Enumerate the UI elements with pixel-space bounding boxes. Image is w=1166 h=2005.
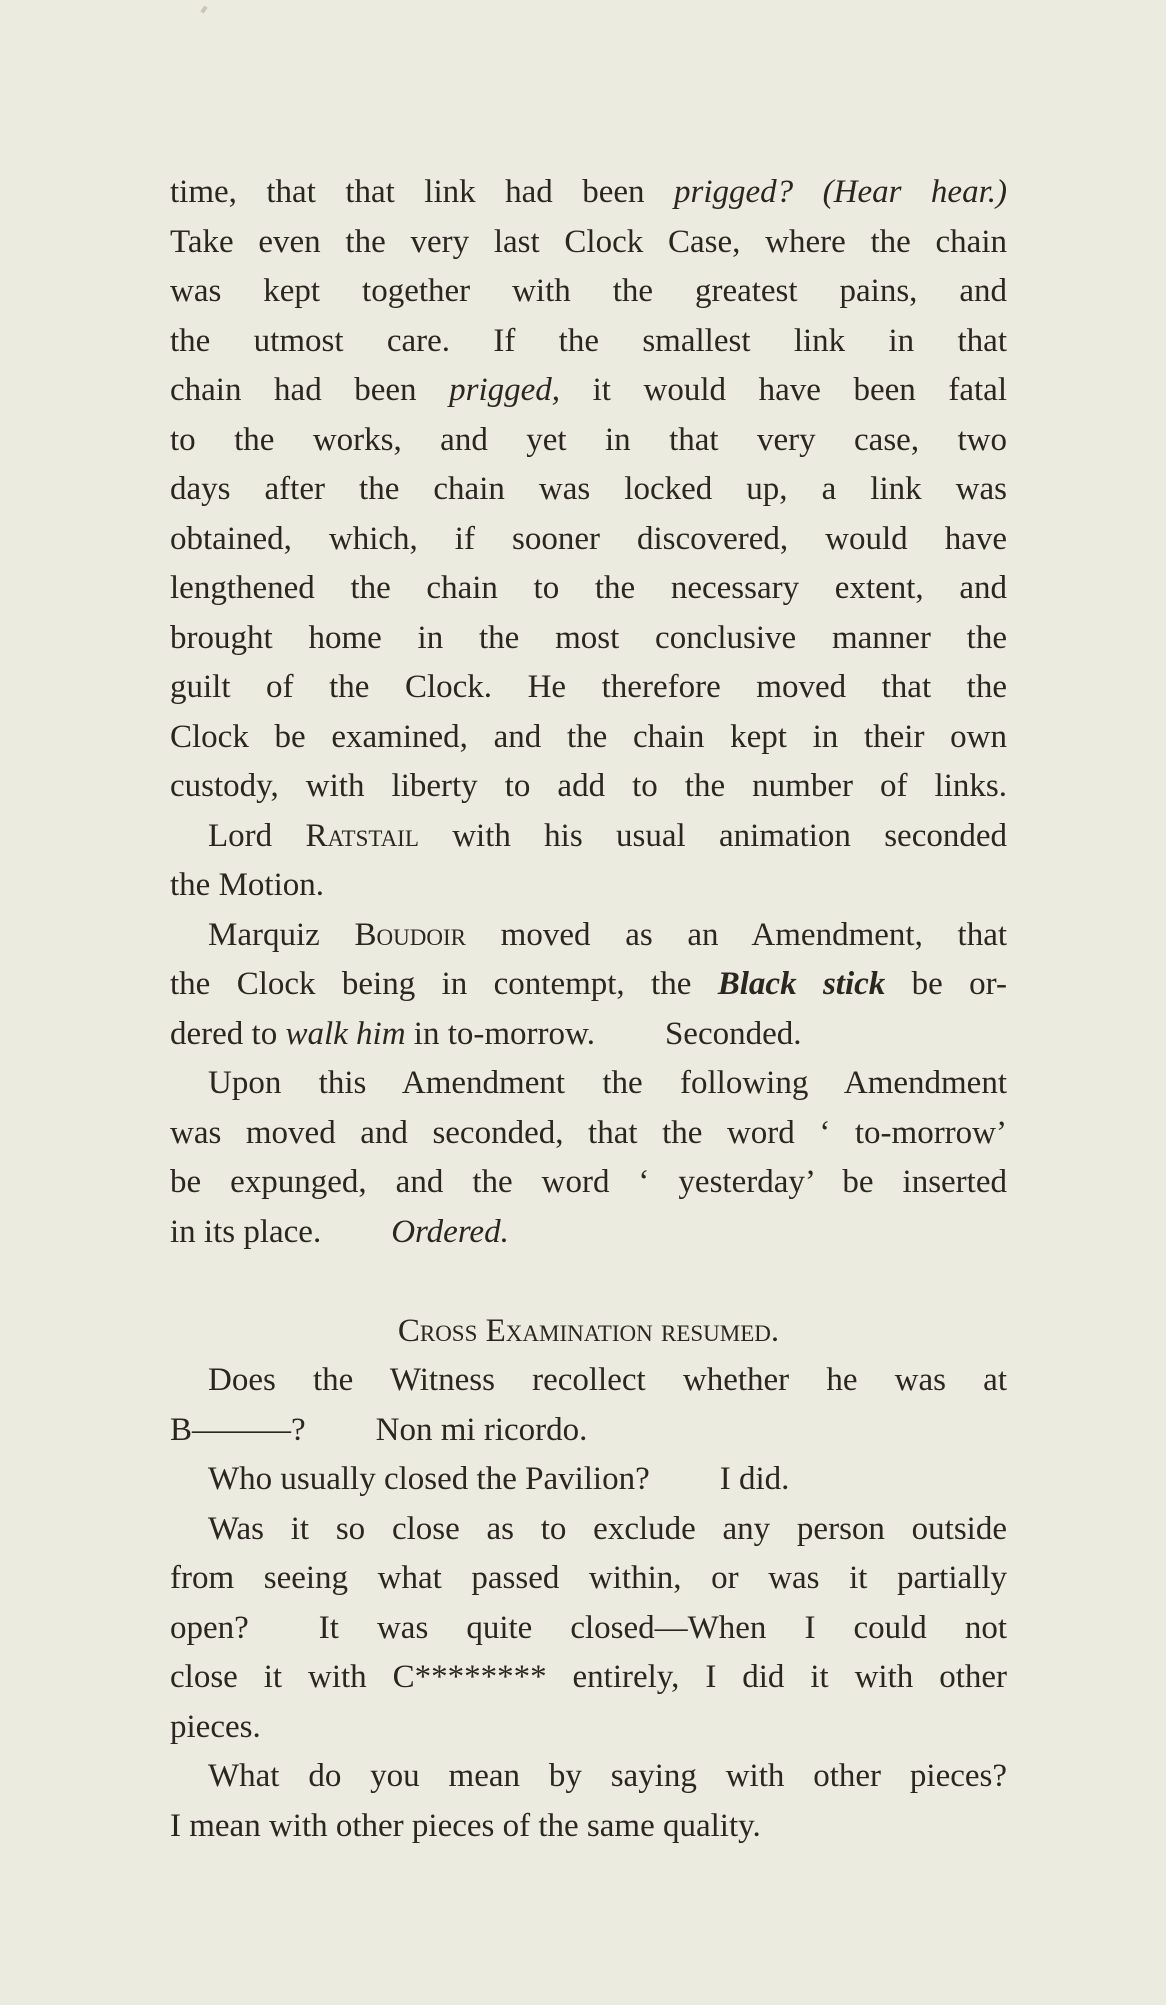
text-span: days after the chain was locked up, a link was <box>170 471 1007 507</box>
text-line <box>170 960 1007 1010</box>
text-span: lengthened the chain to the necessary extent, and <box>170 570 1007 606</box>
text-span: Upon this Amendment the following Amendment <box>208 1065 1007 1101</box>
text-span: in to-morrow. <box>405 1015 595 1052</box>
text-line <box>170 861 1007 911</box>
text-line <box>170 1010 1007 1060</box>
text-span: moved as an Amendment, that <box>465 916 1007 953</box>
text-span: pieces. <box>170 1708 261 1745</box>
ink-speck <box>200 5 207 13</box>
text-line <box>170 416 1007 466</box>
text-span: Clock be examined, and the chain kept in their own <box>170 718 1007 755</box>
text-span: custody, with liberty to add to the number of links. <box>170 768 1007 804</box>
text-span: was kept together with the greatest pains, and <box>170 273 1007 309</box>
text-span: B———? <box>170 1411 306 1448</box>
text-line <box>170 1356 1007 1406</box>
text-span: from seeing what passed within, or was it partially <box>170 1560 1007 1596</box>
text-span: in its place. <box>170 1213 322 1250</box>
text-span: I did. <box>719 1461 790 1497</box>
text-span: to the works, and yet in that very case, two <box>170 421 1007 458</box>
text-span: Seconded. <box>664 1015 802 1052</box>
text-line <box>170 1455 1007 1505</box>
text-span: with his usual animation seconded <box>418 817 1007 854</box>
text-span: close it with C******** entirely, I did it with other <box>170 1659 1007 1695</box>
text-span: Was it so close as to exclude any person outside <box>208 1510 1007 1547</box>
text-span: the Motion. <box>170 867 324 903</box>
text-span: Who usually closed the Pavilion? <box>208 1461 650 1497</box>
text-span: Take even the very last Clock Case, where the chain <box>170 223 1007 260</box>
italic-span: walk him <box>285 1015 406 1052</box>
text-span: chain had been <box>170 372 450 408</box>
text-line <box>170 465 1007 515</box>
text-line <box>170 1802 1007 1852</box>
text-span: it would have been fatal <box>560 372 1007 408</box>
text-line <box>170 663 1007 713</box>
section-heading <box>170 1307 1007 1357</box>
text-line <box>170 1554 1007 1604</box>
text-line <box>170 267 1007 317</box>
text-line <box>170 1604 1007 1654</box>
text-line <box>170 564 1007 614</box>
text-span: time, that that link had been <box>170 174 674 210</box>
text-span: guilt of the Clock. He therefore moved that the <box>170 669 1007 705</box>
text-span: Marquiz <box>208 916 355 953</box>
text-line <box>170 614 1007 664</box>
text-line <box>170 911 1007 961</box>
text-line <box>170 713 1007 763</box>
text-span: Does the Witness recollect whether he was at <box>208 1362 1007 1398</box>
small-caps-name: Boudoir <box>354 916 466 953</box>
text-line <box>170 168 1007 218</box>
text-line <box>170 317 1007 367</box>
text-line <box>170 1703 1007 1753</box>
text-span: What do you mean by saying with other pieces? <box>208 1758 1007 1794</box>
text-span: the utmost care. If the smallest link in that <box>170 322 1007 359</box>
text-span: was moved and seconded, that the word ‘ to-morrow’ <box>170 1114 1007 1151</box>
heading-text: Cross Examination resumed. <box>397 1312 780 1349</box>
italic-span: prigged, <box>449 372 561 408</box>
text-line <box>170 1505 1007 1555</box>
text-line <box>170 1653 1007 1703</box>
text-line <box>170 1406 1007 1456</box>
italic-span: prigged? (Hear hear.) <box>674 174 1007 210</box>
text-line <box>170 1158 1007 1208</box>
text-line <box>170 1752 1007 1802</box>
text-span: be expunged, and the word ‘ yesterday’ be inserted <box>170 1164 1007 1200</box>
text-span: open? <box>170 1609 249 1646</box>
text-line <box>170 1208 1007 1258</box>
text-span: brought home in the most conclusive manner the <box>170 619 1007 656</box>
text-span: the Clock being in contempt, the <box>170 966 718 1002</box>
text-line <box>170 1059 1007 1109</box>
text-span: dered to <box>170 1015 286 1052</box>
text-span: It was quite closed—When I could not <box>318 1609 1007 1646</box>
text-span: Non mi ricordo. <box>375 1411 588 1448</box>
page-text <box>170 168 1007 1851</box>
text-line <box>170 812 1007 862</box>
text-span: I mean with other pieces of the same quality. <box>170 1807 761 1844</box>
text-span: Lord <box>208 817 306 854</box>
text-span: obtained, which, if sooner discovered, would have <box>170 520 1007 557</box>
text-span: be or- <box>885 966 1007 1002</box>
small-caps-name: Ratstail <box>305 817 419 854</box>
text-line <box>170 515 1007 565</box>
italic-span: Black stick <box>717 966 886 1002</box>
text-line <box>170 218 1007 268</box>
italic-span: Ordered. <box>391 1213 509 1250</box>
text-line <box>170 762 1007 812</box>
text-line <box>170 366 1007 416</box>
text-line <box>170 1109 1007 1159</box>
